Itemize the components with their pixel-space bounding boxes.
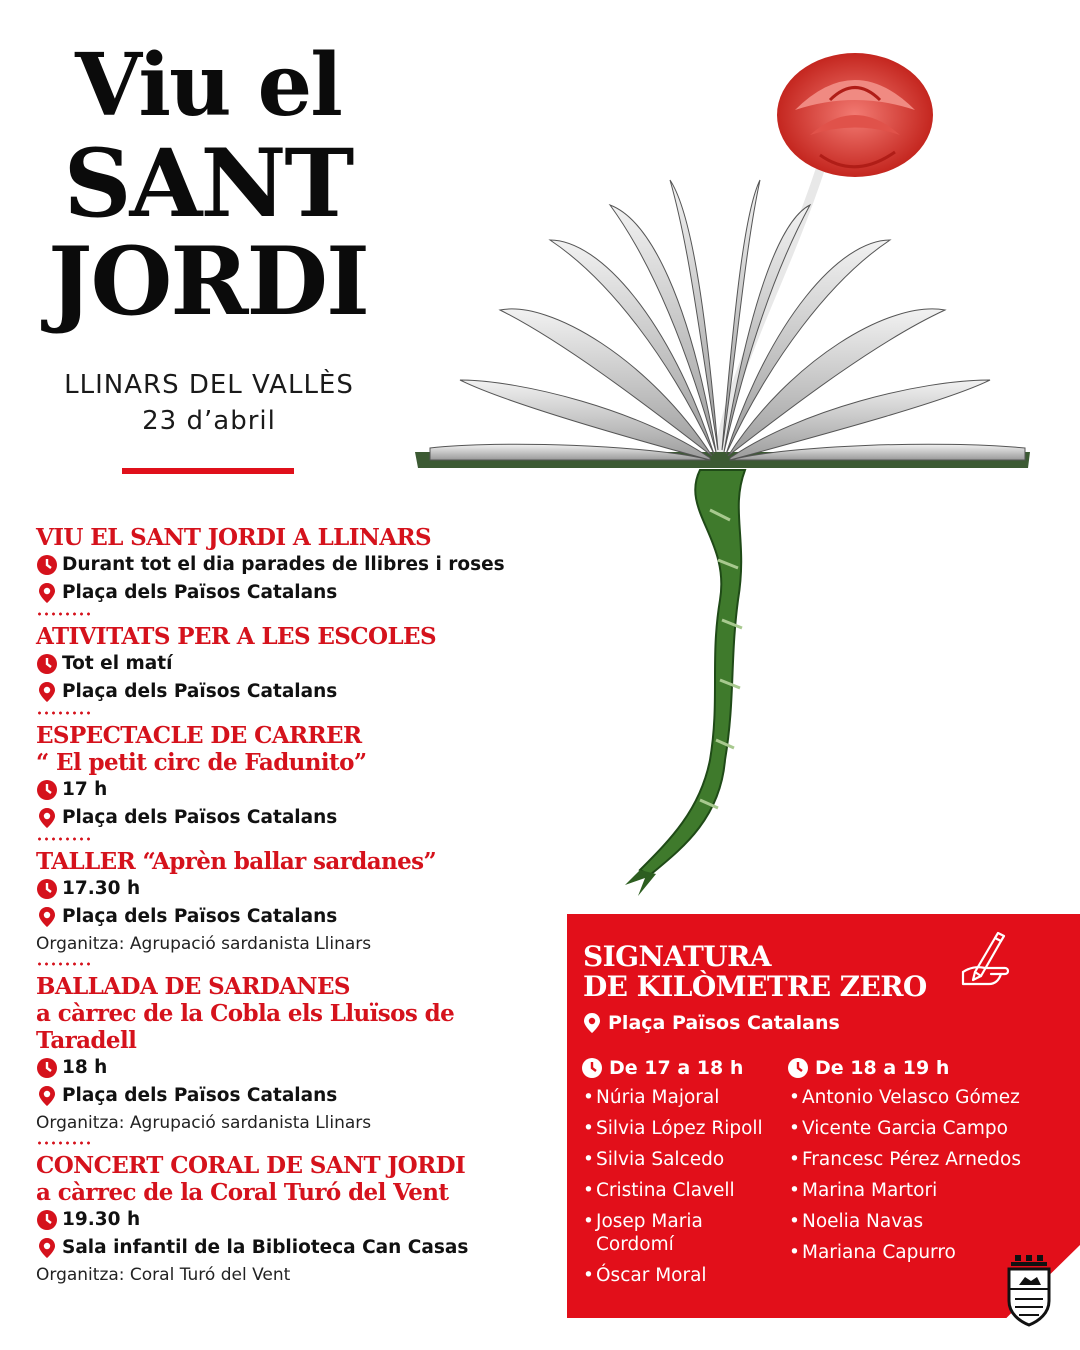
- dotted-separator: [36, 1138, 92, 1148]
- location-date: [28, 367, 390, 439]
- event-organizer: Organitza: Agrupació sardanista Llinars: [36, 934, 372, 954]
- event-subtitle: “ El petit circ de Fadunito”: [36, 749, 367, 776]
- author-item: • Núria Majoral: [581, 1086, 781, 1109]
- poster-title: [28, 35, 388, 337]
- map-pin-icon: [36, 807, 58, 829]
- event-item: [36, 722, 556, 844]
- event-time: Durant tot el dia parades de llibres i roses: [62, 554, 505, 575]
- event-place-row: [36, 1082, 556, 1110]
- event-item: [36, 973, 556, 1148]
- event-place-row: [36, 1234, 556, 1262]
- map-pin-icon: [36, 681, 58, 703]
- clock-icon: [36, 1209, 58, 1231]
- map-pin-icon: [581, 1012, 603, 1034]
- event-time-row: [36, 875, 556, 903]
- event-time-row: [36, 776, 556, 804]
- clock-icon: [36, 554, 58, 576]
- signing-title-line-1: SIGNATURA: [583, 940, 771, 973]
- signing-place-row: [581, 1012, 840, 1034]
- event-item: [36, 848, 556, 969]
- event-title: BALLADA DE SARDANES: [36, 973, 350, 1000]
- author-item: • Francesc Pérez Arnedos: [787, 1148, 1047, 1171]
- author-item: • Silvia Salcedo: [581, 1148, 781, 1171]
- author-item: • Óscar Moral: [581, 1264, 781, 1287]
- event-title: CONCERT CORAL DE SANT JORDI: [36, 1152, 466, 1179]
- event-title: ESPECTACLE DE CARRER: [36, 722, 362, 749]
- rose-icon: [777, 53, 933, 177]
- author-item: • Cristina Clavell: [581, 1179, 781, 1202]
- event-place-row: [36, 579, 556, 607]
- event-subtitle: a càrrec de la Cobla els Lluïsos de Taradell: [36, 1000, 455, 1054]
- event-time: Tot el matí: [62, 653, 173, 674]
- event-title: ATIVITATS PER A LES ESCOLES: [36, 623, 436, 650]
- event-time: 17.30 h: [62, 878, 141, 899]
- event-time: 17 h: [62, 779, 108, 800]
- signing-title-line-2: DE KILÒMETRE ZERO: [583, 970, 927, 1003]
- map-pin-icon: [36, 582, 58, 604]
- signing-place: Plaça Països Catalans: [608, 1012, 840, 1034]
- signing-title: [583, 942, 943, 1002]
- event-place-row: [36, 804, 556, 832]
- municipal-crest-icon: [975, 1245, 1080, 1350]
- dotted-separator: [36, 834, 92, 844]
- clock-icon: [36, 878, 58, 900]
- signing-slot-1: [581, 1054, 781, 1295]
- slot-time: De 18 a 19 h: [815, 1057, 950, 1079]
- event-place: Plaça dels Països Catalans: [62, 582, 338, 603]
- author-item: • Vicente Garcia Campo: [787, 1117, 1047, 1140]
- event-organizer: Organitza: Coral Turó del Vent: [36, 1265, 291, 1285]
- event-subtitle: a càrrec de la Coral Turó del Vent: [36, 1179, 449, 1206]
- author-list: [787, 1086, 1047, 1264]
- clock-icon: [36, 779, 58, 801]
- author-item: • Mariana Capurro: [787, 1241, 1047, 1264]
- event-place-row: [36, 678, 556, 706]
- event-place: Plaça dels Països Catalans: [62, 681, 338, 702]
- event-title: VIU EL SANT JORDI A LLINARS: [36, 524, 432, 551]
- clock-icon: [36, 1057, 58, 1079]
- event-time: 19.30 h: [62, 1209, 141, 1230]
- author-item: • Noelia Navas: [787, 1210, 1047, 1233]
- author-item: • Josep Maria Cordomí: [581, 1210, 726, 1256]
- location-text: LLINARS DEL VALLÈS: [64, 370, 354, 400]
- author-item: • Antonio Velasco Gómez: [787, 1086, 1047, 1109]
- slot-time-row: [581, 1054, 781, 1082]
- dotted-separator: [36, 708, 92, 718]
- event-place: Plaça dels Països Catalans: [62, 1085, 338, 1106]
- author-item: • Silvia López Ripoll: [581, 1117, 781, 1140]
- clock-icon: [581, 1057, 603, 1079]
- map-pin-icon: [36, 1237, 58, 1259]
- event-place: Sala infantil de la Biblioteca Can Casas: [62, 1237, 469, 1258]
- dragon-tail-icon: [625, 470, 745, 896]
- title-line-2: SANT: [63, 129, 353, 239]
- clock-icon: [36, 653, 58, 675]
- event-time-row: [36, 650, 556, 678]
- author-list: [581, 1086, 781, 1287]
- event-item: [36, 623, 556, 718]
- map-pin-icon: [36, 906, 58, 928]
- event-time-row: [36, 551, 556, 579]
- map-pin-icon: [36, 1085, 58, 1107]
- event-time-row: [36, 1054, 556, 1082]
- event-place: Plaça dels Països Catalans: [62, 807, 338, 828]
- event-title: TALLER “Aprèn ballar sardanes”: [36, 848, 437, 875]
- events-list: [36, 524, 556, 1288]
- author-item: • Marina Martori: [787, 1179, 1047, 1202]
- event-place-row: [36, 903, 556, 931]
- slot-time-row: [787, 1054, 1047, 1082]
- event-item: [36, 524, 556, 619]
- event-time: 18 h: [62, 1057, 108, 1078]
- title-divider: [122, 468, 294, 474]
- event-organizer: Organitza: Agrupació sardanista Llinars: [36, 1113, 372, 1133]
- title-line-1: Viu el: [75, 35, 341, 136]
- event-place: Plaça dels Països Catalans: [62, 906, 338, 927]
- clock-icon: [787, 1057, 809, 1079]
- title-line-3: JORDI: [48, 227, 368, 337]
- dotted-separator: [36, 609, 92, 619]
- event-time-row: [36, 1206, 556, 1234]
- signing-slot-2: [787, 1054, 1047, 1272]
- pen-hand-icon: [955, 928, 1019, 992]
- slot-time: De 17 a 18 h: [609, 1057, 744, 1079]
- dotted-separator: [36, 959, 92, 969]
- event-item: [36, 1152, 556, 1288]
- date-text: 23 d’abril: [142, 406, 276, 436]
